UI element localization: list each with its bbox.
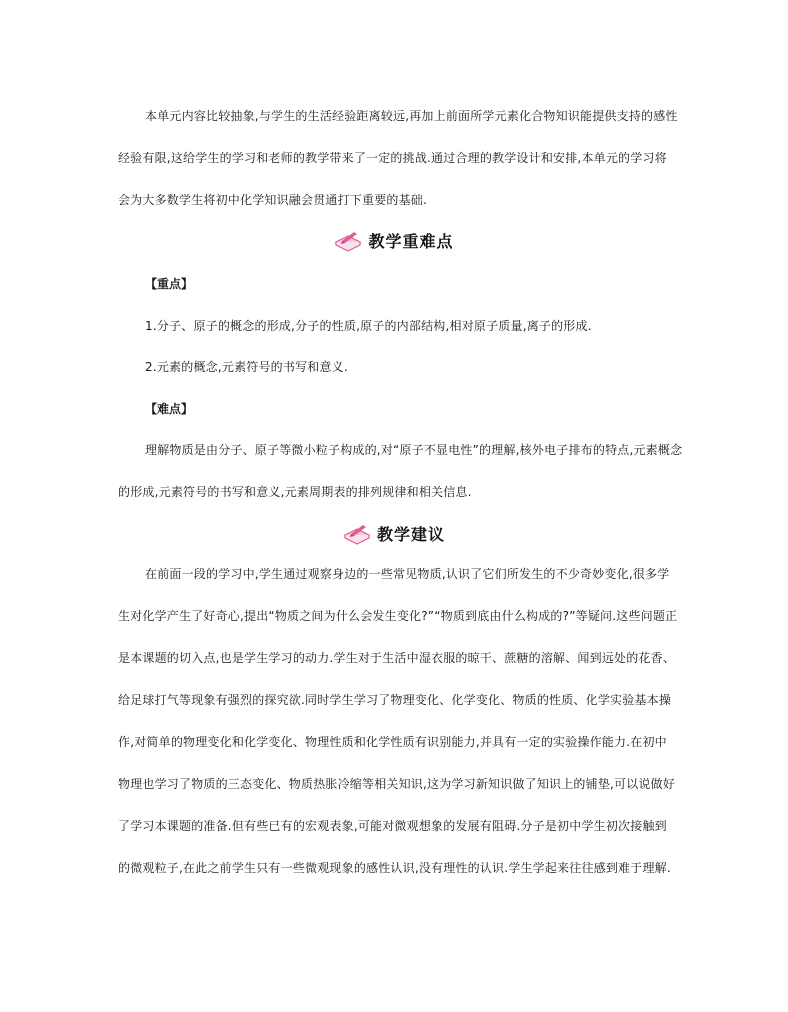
section-title-key-points: 教学重难点 — [368, 232, 454, 251]
difficulty-line-2: 的形成,元素符号的书写和意义,元素周期表的排列规律和相关信息. — [118, 485, 472, 499]
section-heading-suggestions — [0, 522, 788, 545]
focus-item-2: 2.元素的概念,元素符号的书写和意义. — [145, 360, 348, 374]
suggestion-line-4: 给足球打气等现象有强烈的探究欲.同时学生学习了物理变化、化学变化、物质的性质、化学实验基本操 — [118, 693, 672, 707]
intro-line-2: 经验有限,这给学生的学习和老师的教学带来了一定的挑战.通过合理的教学设计和安排,本单元的学习将 — [118, 151, 667, 165]
suggestion-line-2: 生对化学产生了好奇心,提出“物质之间为什么会发生变化?”“物质到底由什么构成的?”等疑问.这些问题正 — [118, 609, 678, 623]
section-heading-key-points — [0, 229, 788, 252]
suggestion-line-6: 物理也学习了物质的三态变化、物质热胀冷缩等相关知识,这为学习新知识做了知识上的铺垫,可以说做好 — [118, 777, 676, 791]
suggestion-line-1: 在前面一段的学习中,学生通过观察身边的一些常见物质,认识了它们所发生的不少奇妙变化,很多学 — [145, 567, 670, 581]
difficulty-label: 【难点】 — [145, 402, 194, 416]
intro-line-1: 本单元内容比较抽象,与学生的生活经验距离较远,再加上前面所学元素化合物知识能提供支持的感性 — [145, 109, 678, 123]
suggestion-line-5: 作,对简单的物理变化和化学变化、物理性质和化学性质有识别能力,并具有一定的实验操作能力.在初中 — [118, 735, 667, 749]
intro-line-3: 会为大多数学生将初中化学知识融会贯通打下重要的基础. — [118, 193, 428, 207]
suggestion-line-8: 的微观粒子,在此之前学生只有一些微观现象的感性认识,没有理性的认识.学生学起来往往感到难于理解. — [118, 861, 671, 875]
focus-item-1: 1.分子、原子的概念的形成,分子的性质,原子的内部结构,相对原子质量,离子的形成. — [145, 319, 592, 333]
pencil-book-icon — [334, 230, 362, 252]
difficulty-line-1: 理解物质是由分子、原子等微小粒子构成的,对“原子不显电性”的理解,核外电子排布的特点,元素概念 — [145, 443, 683, 457]
pencil-book-icon — [343, 523, 371, 545]
suggestion-line-7: 了学习本课题的准备.但有些已有的宏观表象,可能对微观想象的发展有阻碍.分子是初中学生初次接触到 — [118, 819, 667, 833]
section-title-suggestions: 教学建议 — [376, 525, 445, 544]
focus-label: 【重点】 — [145, 277, 194, 291]
suggestion-line-3: 是本课题的切入点,也是学生学习的动力.学生对于生活中湿衣服的晾干、蔗糖的溶解、闻到远处的花香、 — [118, 651, 676, 665]
